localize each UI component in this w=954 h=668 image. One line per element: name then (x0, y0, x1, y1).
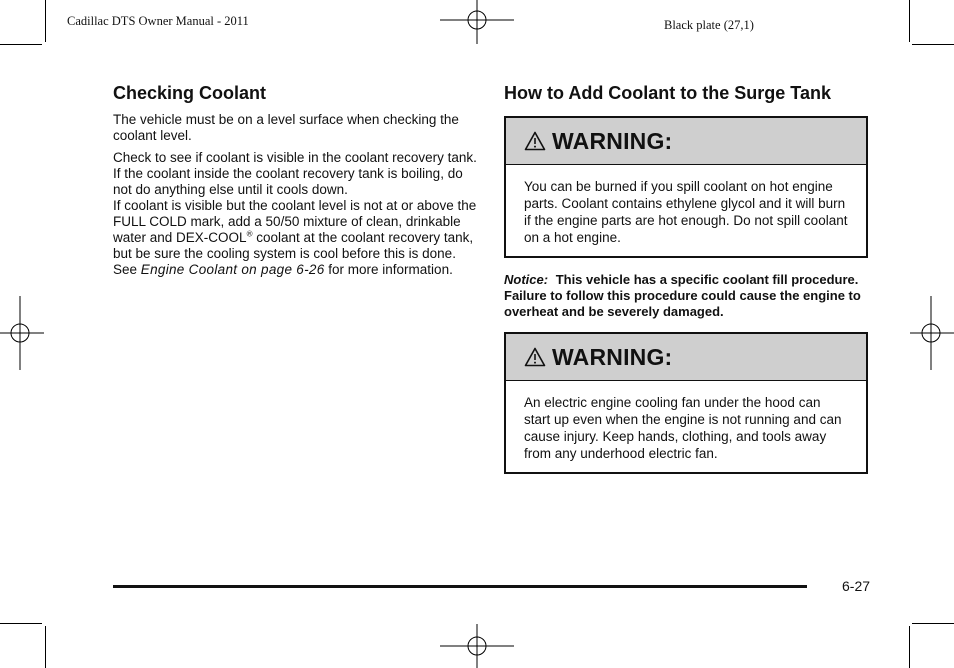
crop-mark (45, 0, 46, 42)
warning-header (506, 334, 866, 381)
warning-header (506, 118, 866, 165)
registration-mark-top (440, 0, 514, 44)
page-number: 6-27 (842, 578, 871, 594)
warning-box-fan (504, 332, 868, 474)
running-header-title: Cadillac DTS Owner Manual - 2011 (67, 14, 249, 28)
plate-label: Black plate (27,1) (664, 18, 754, 32)
footer-rule (113, 585, 807, 588)
crop-mark (0, 623, 42, 624)
registration-mark-bottom (440, 624, 514, 668)
registration-mark-left (0, 296, 44, 370)
paragraph-level-surface: The vehicle must be on a level surface when checking the coolant level. (113, 112, 459, 143)
notice-text: This vehicle has a specific coolant fill procedure. Failure to follow this procedure could cause the engine to overheat and be severely damaged. (504, 272, 861, 319)
warning-triangle-icon (524, 131, 546, 151)
cross-reference-link[interactable]: Engine Coolant on page 6-26 (140, 262, 325, 277)
paragraph-text: coolant at the coolant recovery tank, but be sure the cooling system is cool before this is done. See (113, 230, 474, 277)
paragraph-text: for more information. (324, 262, 453, 277)
warning-title: WARNING: (552, 127, 673, 154)
section-heading-surge-tank: How to Add Coolant to the Surge Tank (504, 83, 831, 103)
right-column (504, 82, 868, 474)
warning-text: You can be burned if you spill coolant on hot engine parts. Coolant contains ethylene glycol and it will burn if the engine parts are hot enough. Do not spill coolant on a hot engine. (524, 179, 848, 245)
crop-mark (909, 626, 910, 668)
paragraph-add-mixture (113, 198, 477, 278)
warning-box-burn (504, 116, 868, 258)
crop-mark (0, 44, 42, 45)
crop-mark (909, 0, 910, 42)
crop-mark (912, 44, 954, 45)
warning-text: An electric engine cooling fan under the hood can start up even when the engine is not running and can cause injury. Keep hands, clothing, and tools away from any underhood electric fan. (524, 395, 842, 461)
paragraph-check-visible: Check to see if coolant is visible in the coolant recovery tank. If the coolant inside the coolant recovery tank is boiling, do not do anything else until it cools down. (113, 150, 477, 197)
warning-triangle-icon (524, 347, 546, 367)
notice-label: Notice: (504, 272, 549, 287)
left-column (113, 82, 477, 284)
registration-mark-right (910, 296, 954, 370)
notice-block (504, 272, 868, 320)
registered-mark: ® (246, 229, 253, 239)
section-heading-checking-coolant: Checking Coolant (113, 83, 267, 103)
crop-mark (45, 626, 46, 668)
crop-mark (912, 623, 954, 624)
warning-title: WARNING: (552, 343, 673, 370)
paragraph-text: If coolant is visible but the coolant level is not at or above the FULL COLD mark, add a 50/50 mixture of clean, drinkable water and DEX-COOL (113, 198, 477, 245)
